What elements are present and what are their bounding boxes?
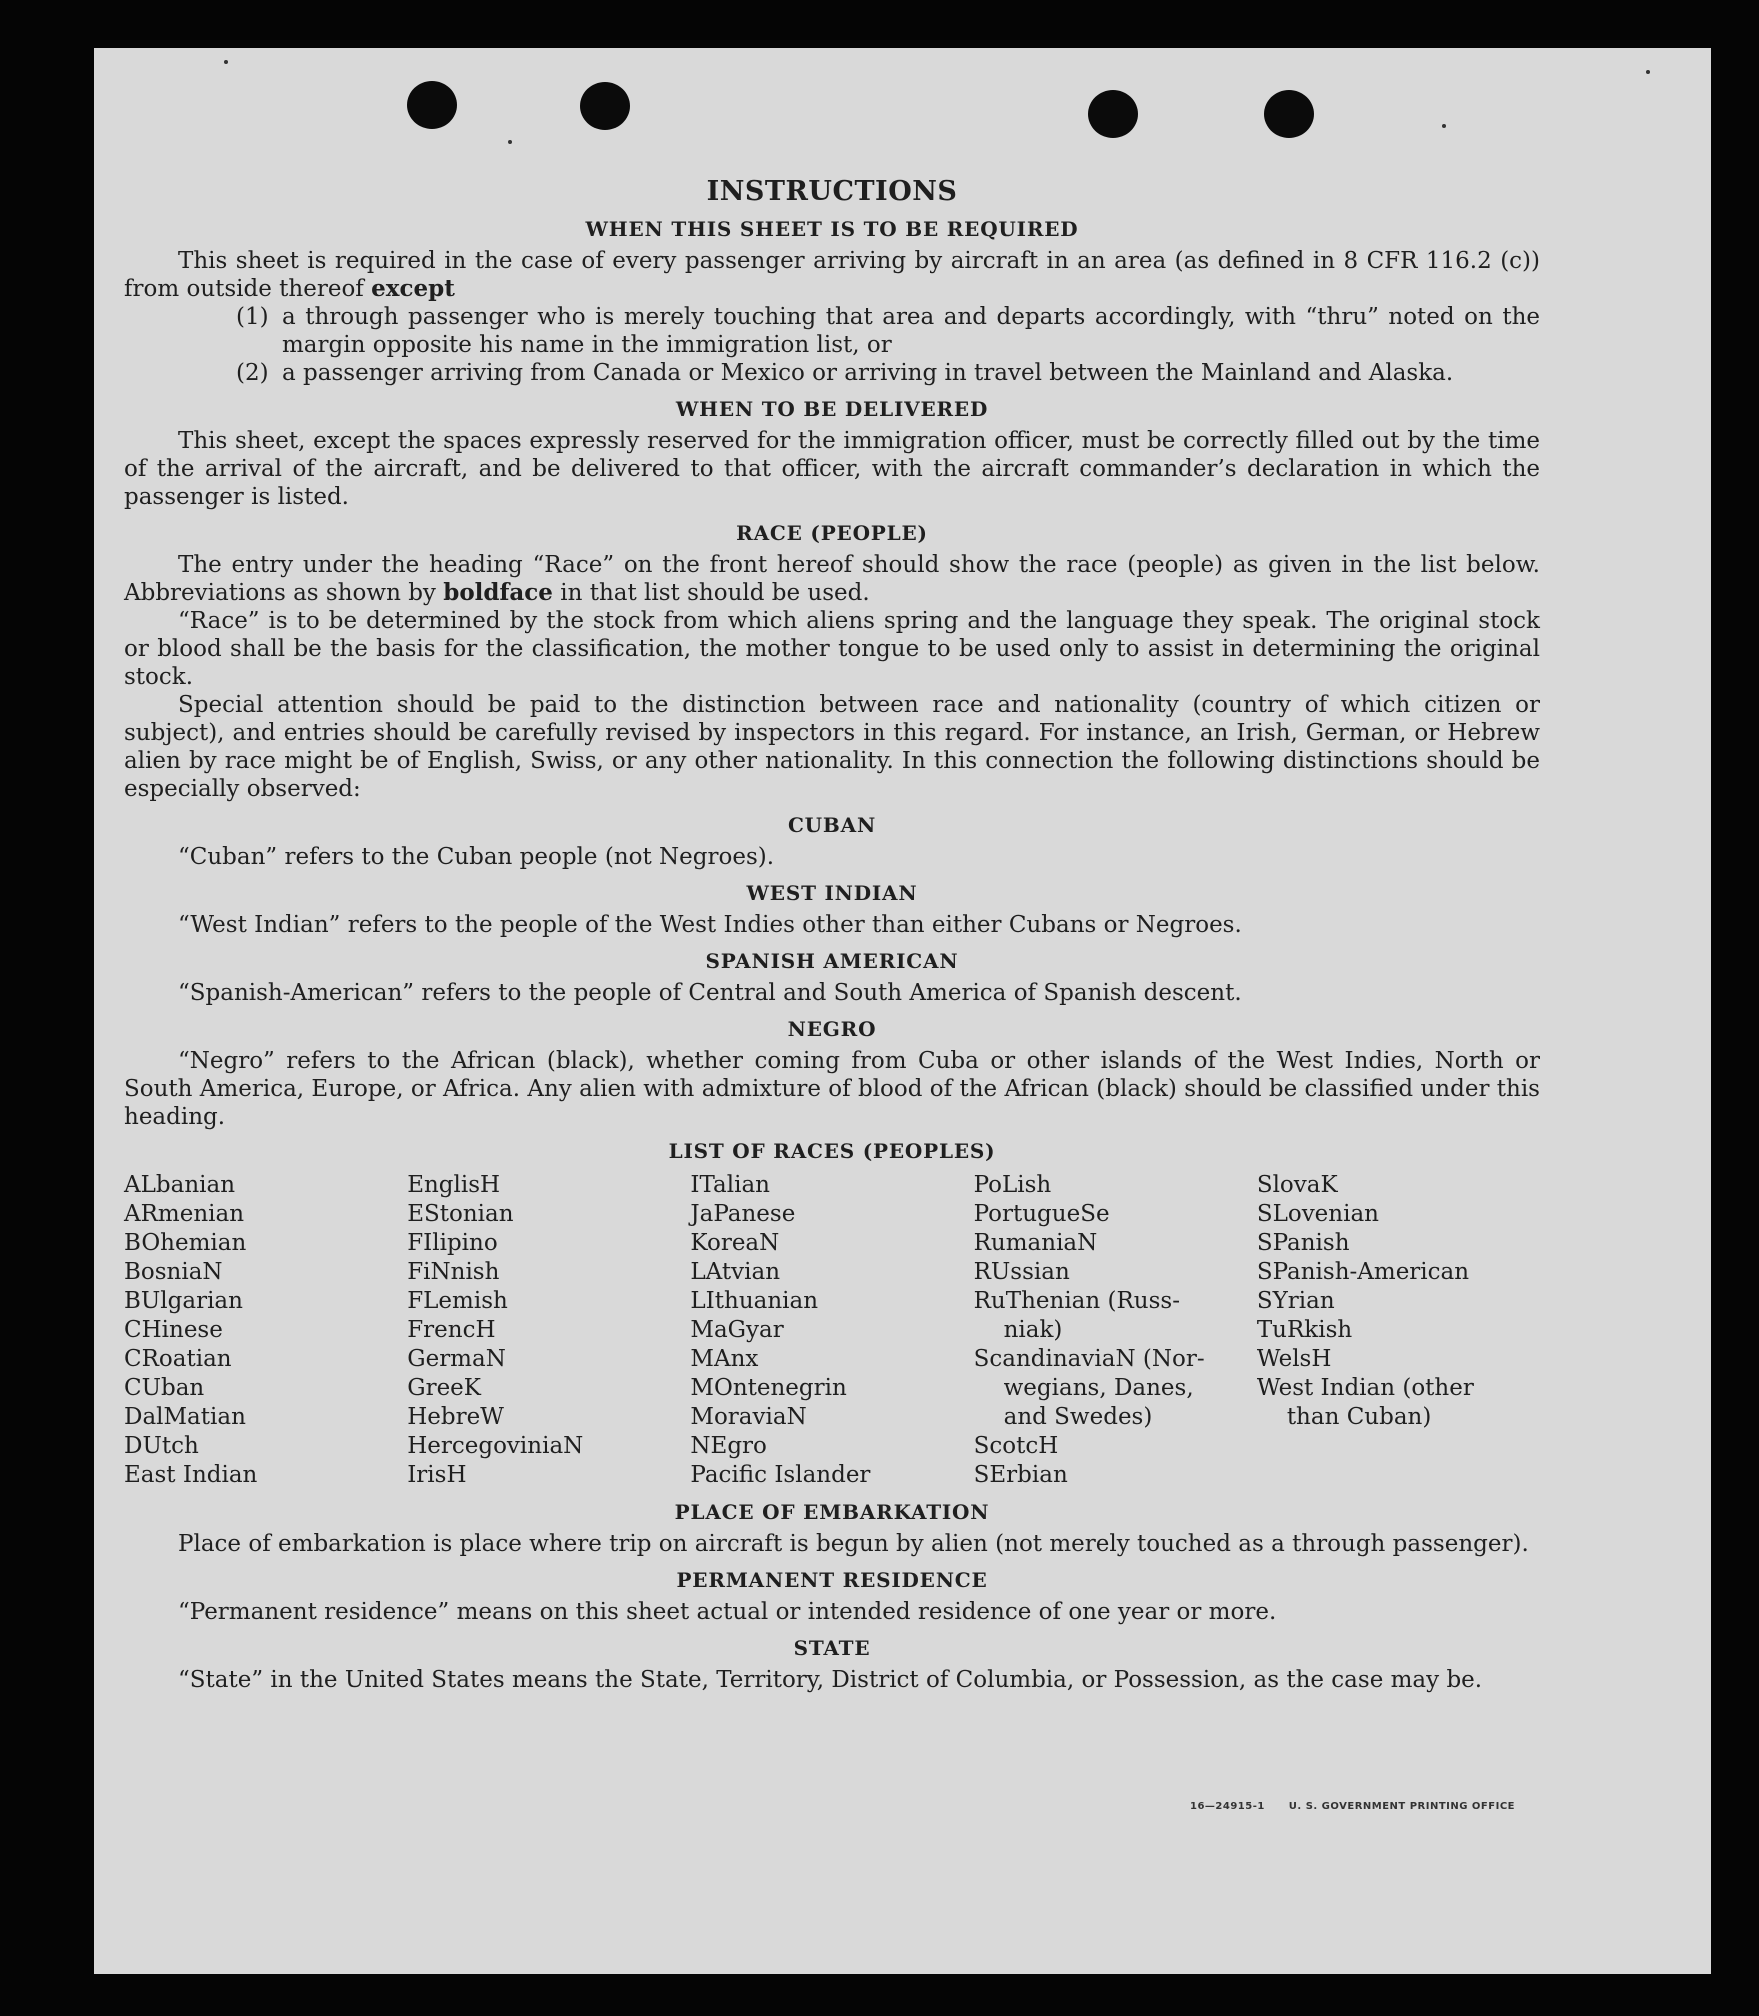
race-entry: GermaN bbox=[407, 1346, 506, 1372]
race-entry: HebreW bbox=[407, 1404, 504, 1430]
delivered-text: This sheet, except the spaces expressly reserved for the immigration officer, must be correctly filled out by the time of the arrival of the aircraft, and be delivered to that officer, with the aircraft commander’s declaration in which the passenger is listed. bbox=[124, 428, 1540, 510]
required-item-2 bbox=[236, 359, 1540, 387]
race-entry: DalMatian bbox=[124, 1404, 246, 1430]
race-entry: SPanish bbox=[1256, 1230, 1350, 1256]
race-entry: RumaniaN bbox=[973, 1230, 1098, 1256]
race-entry: MOntenegrin bbox=[690, 1375, 847, 1401]
race-entry: ScotcH bbox=[973, 1433, 1059, 1459]
west-indian-text: “West Indian” refers to the people of the West Indies other than either Cubans or Negroes. bbox=[178, 912, 1242, 938]
race-entry-continued: wegians, Danes, bbox=[1003, 1375, 1194, 1401]
race-entry: GreeK bbox=[407, 1375, 481, 1401]
race-entry: West Indian (other bbox=[1256, 1375, 1474, 1401]
heading-when-required: WHEN THIS SHEET IS TO BE REQUIRED bbox=[585, 217, 1079, 241]
punch-hole bbox=[407, 81, 457, 129]
form-number: 16—24915-1 bbox=[1189, 1801, 1265, 1812]
race-entry: IrisH bbox=[407, 1462, 467, 1488]
race-column-1 bbox=[124, 1171, 407, 1490]
race-entry: NEgro bbox=[690, 1433, 767, 1459]
race-entry: JaPanese bbox=[690, 1201, 796, 1227]
heading-spanish-american: SPANISH AMERICAN bbox=[705, 949, 959, 973]
instructions-content bbox=[124, 176, 1540, 1694]
paper-speck bbox=[1442, 124, 1446, 128]
race-entry: KoreaN bbox=[690, 1230, 780, 1256]
race-entry: WelsH bbox=[1256, 1346, 1332, 1372]
heading-west-indian: WEST INDIAN bbox=[746, 881, 918, 905]
race-entry: RUssian bbox=[973, 1259, 1070, 1285]
required-item-1 bbox=[236, 303, 1540, 359]
item-number: (1) bbox=[236, 304, 269, 330]
race-entry: FIlipino bbox=[407, 1230, 498, 1256]
heading-permanent-residence: PERMANENT RESIDENCE bbox=[676, 1568, 988, 1592]
document-sheet bbox=[94, 48, 1711, 1974]
heading-place-of-embarkation: PLACE OF EMBARKATION bbox=[674, 1500, 990, 1524]
race-column-2 bbox=[407, 1171, 690, 1490]
required-intro-text: This sheet is required in the case of every passenger arriving by aircraft in an area (as defined in 8 CFR 116.2 (c)) from outside thereof bbox=[124, 248, 1540, 302]
required-intro-except: except bbox=[371, 275, 455, 302]
race-entry: ScandinaviaN (Nor- bbox=[973, 1346, 1205, 1372]
race-entry: FLemish bbox=[407, 1288, 508, 1314]
item-text: a through passenger who is merely touching that area and departs accordingly, with “thru” noted on the margin opposite his name in the immigration list, or bbox=[282, 304, 1540, 358]
race-list bbox=[124, 1171, 1540, 1490]
race-entry: SErbian bbox=[973, 1462, 1068, 1488]
required-intro bbox=[124, 247, 1540, 303]
race-entry: CRoatian bbox=[124, 1346, 232, 1372]
race-paragraph-1 bbox=[124, 551, 1540, 607]
item-text: a passenger arriving from Canada or Mexico or arriving in travel between the Mainland and Alaska. bbox=[282, 360, 1454, 386]
punch-hole bbox=[580, 82, 630, 130]
race-column-5 bbox=[1257, 1171, 1540, 1490]
embarkation-text: Place of embarkation is place where trip on aircraft is begun by alien (not merely touched as a through passenger). bbox=[178, 1531, 1529, 1557]
residence-text: “Permanent residence” means on this sheet actual or intended residence of one year or more. bbox=[178, 1599, 1277, 1625]
race-entry: East Indian bbox=[124, 1462, 258, 1488]
spanish-american-text: “Spanish-American” refers to the people of Central and South America of Spanish descent. bbox=[178, 980, 1242, 1006]
race-entry: SPanish-American bbox=[1256, 1259, 1470, 1285]
punch-hole bbox=[1264, 90, 1314, 138]
race-p1-text: The entry under the heading “Race” on the front hereof should show the race (people) as given in the list below. Abbreviations as shown by bbox=[124, 552, 1540, 606]
item-number: (2) bbox=[236, 360, 269, 386]
punch-hole bbox=[1088, 90, 1138, 138]
race-column-4 bbox=[974, 1171, 1257, 1490]
race-entry-continued: than Cuban) bbox=[1286, 1404, 1432, 1430]
race-entry: PoLish bbox=[973, 1172, 1052, 1198]
race-entry: LAtvian bbox=[690, 1259, 781, 1285]
race-entry: MAnx bbox=[690, 1346, 759, 1372]
race-column-3 bbox=[690, 1171, 973, 1490]
cuban-text: “Cuban” refers to the Cuban people (not Negroes). bbox=[178, 844, 775, 870]
heading-race: RACE (PEOPLE) bbox=[736, 521, 928, 545]
race-entry: TuRkish bbox=[1256, 1317, 1353, 1343]
race-entry: LIthuanian bbox=[690, 1288, 819, 1314]
race-entry: Pacific Islander bbox=[690, 1462, 871, 1488]
race-entry: RuThenian (Russ- bbox=[973, 1288, 1180, 1314]
race-entry: BosniaN bbox=[124, 1259, 223, 1285]
race-p1-text-end: in that list should be used. bbox=[552, 580, 870, 606]
race-entry: SlovaK bbox=[1256, 1172, 1338, 1198]
race-entry: MoraviaN bbox=[690, 1404, 807, 1430]
state-text: “State” in the United States means the State, Territory, District of Columbia, or Possession, as the case may be. bbox=[178, 1667, 1483, 1693]
race-paragraph-3: Special attention should be paid to the distinction between race and nationality (country of which citizen or subject), and entries should be carefully revised by inspectors in this regard. For instance, an Irish, German, or Hebrew alien by race might be of English, Swiss, or any other nationality. In this connection the following distinctions should be especially observed: bbox=[124, 692, 1540, 802]
page-title: INSTRUCTIONS bbox=[706, 176, 958, 207]
form-footer bbox=[1170, 1801, 1515, 1812]
paper-speck bbox=[1646, 70, 1650, 74]
heading-list-of-races: LIST OF RACES (PEOPLES) bbox=[668, 1139, 996, 1163]
paper-speck bbox=[224, 60, 228, 64]
race-entry: ALbanian bbox=[124, 1172, 236, 1198]
printer-imprint: U. S. GOVERNMENT PRINTING OFFICE bbox=[1288, 1801, 1515, 1812]
heading-when-delivered: WHEN TO BE DELIVERED bbox=[675, 397, 989, 421]
race-entry: FiNnish bbox=[407, 1259, 500, 1285]
race-paragraph-2: “Race” is to be determined by the stock from which aliens spring and the language they speak. The original stock or blood shall be the basis for the classification, the mother tongue to be used only to assist in determining the original stock. bbox=[124, 608, 1540, 690]
race-entry-continued: niak) bbox=[1003, 1317, 1063, 1343]
race-entry-continued: and Swedes) bbox=[1003, 1404, 1153, 1430]
race-entry: BUlgarian bbox=[124, 1288, 243, 1314]
race-entry: ITalian bbox=[690, 1172, 770, 1198]
race-entry: EnglisH bbox=[407, 1172, 501, 1198]
heading-negro: NEGRO bbox=[787, 1017, 877, 1041]
race-entry: CHinese bbox=[124, 1317, 223, 1343]
race-entry: PortugueSe bbox=[973, 1201, 1110, 1227]
race-p1-boldface: boldface bbox=[443, 579, 553, 606]
race-entry: FrencH bbox=[407, 1317, 496, 1343]
race-entry: DUtch bbox=[124, 1433, 199, 1459]
race-entry: HercegoviniaN bbox=[407, 1433, 584, 1459]
negro-text: “Negro” refers to the African (black), whether coming from Cuba or other islands of the West Indies, North or South America, Europe, or Africa. Any alien with admixture of blood of the African (black) should be classified under this heading. bbox=[124, 1048, 1540, 1130]
paper-speck bbox=[508, 140, 512, 144]
race-entry: ARmenian bbox=[124, 1201, 245, 1227]
race-entry: MaGyar bbox=[690, 1317, 784, 1343]
race-entry: SYrian bbox=[1256, 1288, 1335, 1314]
race-entry: EStonian bbox=[407, 1201, 514, 1227]
heading-state: STATE bbox=[793, 1636, 871, 1660]
race-entry: BOhemian bbox=[124, 1230, 247, 1256]
heading-cuban: CUBAN bbox=[787, 813, 877, 837]
race-entry: SLovenian bbox=[1256, 1201, 1379, 1227]
race-entry: CUban bbox=[124, 1375, 205, 1401]
